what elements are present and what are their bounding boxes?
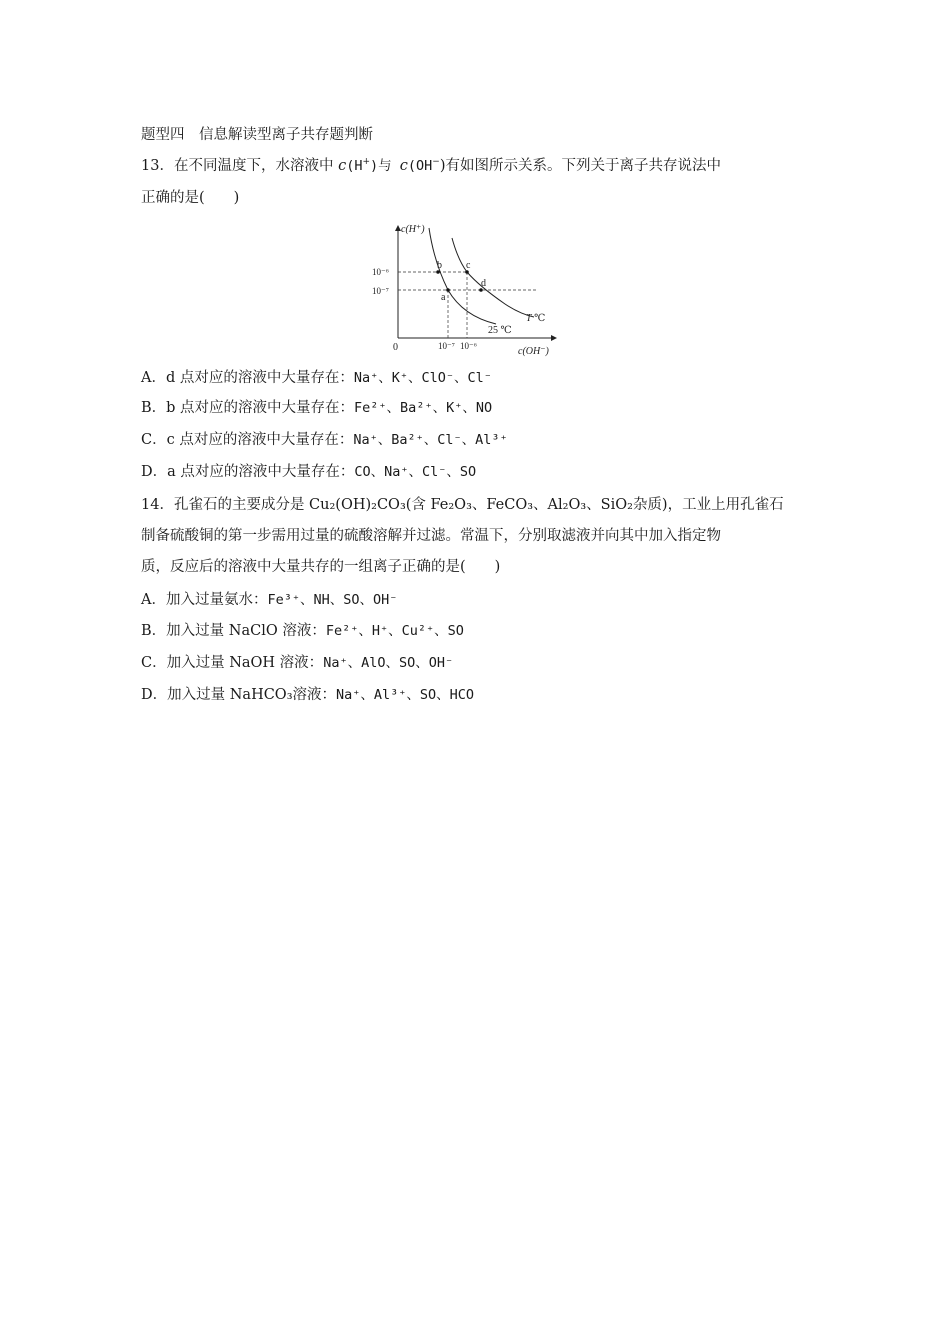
curve-t-label-italic: T (526, 313, 532, 324)
q14-option-c-prefix: C．加入过量 NaOH 溶液： (141, 655, 324, 671)
y-tick-1: 10⁻⁶ (372, 267, 389, 277)
y-tick-2: 10⁻⁷ (372, 286, 389, 296)
q13-stem-line2: 正确的是( ) (141, 190, 240, 206)
point-a-dot (446, 288, 450, 292)
q13-option-c-prefix: C．c 点对应的溶液中大量存在： (141, 432, 354, 448)
curve-25c (429, 228, 496, 324)
curve-t-label (526, 313, 545, 324)
q13-stem-c2: c (399, 158, 408, 174)
y-axis-label: c(H⁺) (401, 224, 425, 235)
q13-option-b (141, 398, 492, 418)
point-b-label: b (437, 260, 442, 271)
q13-stem-oh: (OH (407, 158, 433, 174)
q14-option-b-ions: Fe²⁺、H⁺、Cu²⁺、SO (325, 623, 464, 639)
q13-stem-c1: c (338, 158, 347, 174)
q14-option-a-ions: Fe³⁺、NH、SO、OH⁻ (267, 592, 398, 608)
q13-stem-plus: + (362, 157, 370, 167)
q14-stem-line2: 制备硫酸铜的第一步需用过量的硫酸溶解并过滤。常温下，分别取滤液并向其中加入指定物 (141, 528, 721, 544)
origin-label: 0 (393, 342, 398, 353)
water-ionization-diagram (368, 220, 568, 360)
q13-option-d (141, 462, 476, 482)
curve-t (452, 238, 534, 317)
q14-option-a (141, 590, 397, 610)
q14-option-c (141, 653, 453, 673)
q13-option-d-ions: CO、Na⁺、Cl⁻、SO (354, 464, 477, 480)
q13-option-a-prefix: A．d 点对应的溶液中大量存在： (141, 370, 354, 386)
q13-option-c (141, 430, 508, 450)
q13-option-c-ions: Na⁺、Ba²⁺、Cl⁻、Al³⁺ (353, 432, 508, 448)
q14-option-b (141, 621, 464, 641)
q13-stem-line1 (141, 156, 721, 176)
q13-option-d-prefix: D．a 点对应的溶液中大量存在： (141, 464, 355, 480)
q14-option-c-ions: Na⁺、AlO、SO、OH⁻ (323, 655, 454, 671)
point-d-label: d (481, 278, 486, 289)
q14-option-b-prefix: B．加入过量 NaClO 溶液： (141, 623, 326, 639)
curve-25c-label: 25 ℃ (488, 325, 512, 336)
q14-option-a-prefix: A．加入过量氨水： (141, 592, 268, 608)
q13-stem-minus: − (432, 157, 440, 167)
q14-stem-line1: 14．孔雀石的主要成分是 Cu₂(OH)₂CO₃(含 Fe₂O₃、FeCO₃、Al₂O₃、SiO₂杂质)，工业上用孔雀石 (141, 497, 784, 513)
point-c-label: c (466, 260, 471, 271)
q13-stem-mid: )与 (370, 158, 400, 174)
q13-stem-pre: 13．在不同温度下，水溶液中 (141, 158, 339, 174)
q13-stem-h: (H (346, 158, 363, 174)
x-tick-1: 10⁻⁷ (438, 341, 455, 351)
q13-option-a (141, 368, 492, 388)
q14-option-d-prefix: D．加入过量 NaHCO₃溶液： (141, 687, 337, 703)
curve-t-label-unit: ℃ (531, 313, 546, 324)
section-title: 题型四 信息解读型离子共存题判断 (141, 127, 373, 143)
point-a-label: a (441, 292, 446, 303)
x-axis-label: c(OH⁻) (518, 346, 549, 357)
q14-stem-line3: 质，反应后的溶液中大量共存的一组离子正确的是( ) (141, 559, 501, 575)
x-tick-2: 10⁻⁶ (460, 341, 477, 351)
q13-option-b-prefix: B．b 点对应的溶液中大量存在： (141, 400, 355, 416)
q13-stem-post: )有如图所示关系。下列关于离子共存说法中 (439, 158, 721, 174)
q14-option-d-ions: Na⁺、Al³⁺、SO、HCO (336, 687, 475, 703)
q13-option-b-ions: Fe²⁺、Ba²⁺、K⁺、NO (354, 400, 493, 416)
q13-option-a-ions: Na⁺、K⁺、ClO⁻、Cl⁻ (353, 370, 492, 386)
q14-option-d (141, 685, 474, 705)
